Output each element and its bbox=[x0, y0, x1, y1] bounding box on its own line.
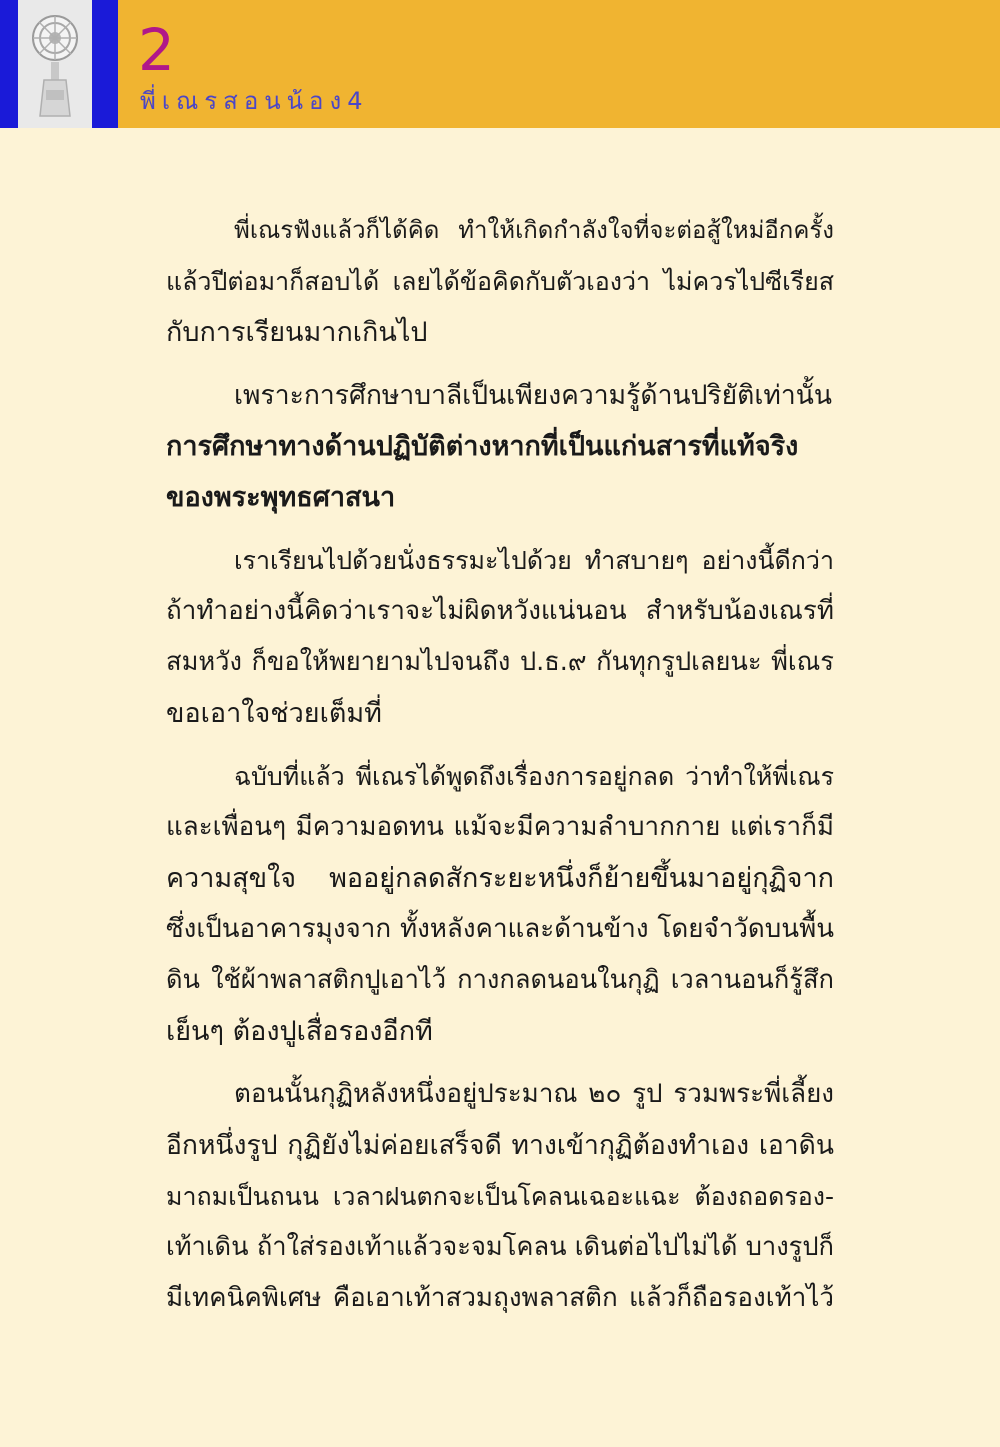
text-line: ฉบับที่แล้ว พี่เณรได้พูดถึงเรื่องการอยู่กลด ว่าทำให้พี่เณร bbox=[234, 762, 834, 791]
text-line: เราเรียนไปด้วยนั่งธรรมะไปด้วย ทำสบายๆ อย่างนี้ดีกว่า bbox=[234, 546, 834, 575]
paragraph bbox=[166, 205, 834, 358]
text-line: ถ้าทำอย่างนี้คิดว่าเราจะไม่ผิดหวังแน่นอน สำหรับน้องเณรที่ bbox=[166, 596, 834, 626]
text-line: อีกหนึ่งรูป กุฏิยังไม่ค่อยเสร็จดี ทางเข้ากุฏิต้องทำเอง เอาดิน bbox=[166, 1130, 834, 1161]
paragraph bbox=[166, 370, 834, 523]
paragraph bbox=[166, 535, 834, 739]
bold-text-line: การศึกษาทางด้านปฏิบัติต่างหากที่เป็นแก่นสารที่แท้จริง bbox=[166, 431, 799, 462]
text-line: เท้าเดิน ถ้าใส่รองเท้าแล้วจะจมโคลน เดินต่อไปไม่ได้ บางรูปก็ bbox=[166, 1232, 834, 1262]
text-line: สมหวัง ก็ขอให้พยายามไปจนถึง ป.ธ.๙ กันทุกรูปเลยนะ พี่เณร bbox=[166, 647, 834, 677]
logo-panel bbox=[18, 0, 92, 128]
text-line: กับการเรียนมากเกินไป bbox=[166, 317, 428, 348]
bold-text-line: ของพระพุทธศาสนา bbox=[166, 482, 396, 513]
article-body bbox=[166, 205, 834, 1336]
text-line: เพราะการศึกษาบาลีเป็นเพียงความรู้ด้านปริยัติเท่านั้น bbox=[234, 380, 832, 411]
paragraph bbox=[166, 1069, 834, 1324]
header-stripe-left bbox=[0, 0, 18, 128]
dharma-wheel-emblem-icon bbox=[26, 6, 84, 122]
text-line: เย็นๆ ต้องปูเสื่อรองอีกที bbox=[166, 1016, 433, 1047]
paragraph bbox=[166, 751, 834, 1057]
text-line: ความสุขใจ พออยู่กลดสักระยะหนึ่งก็ย้ายขึ้นมาอยู่กุฏิจาก bbox=[166, 863, 834, 894]
text-line: ตอนนั้นกุฏิหลังหนึ่งอยู่ประมาณ ๒๐ รูป รวมพระพี่เลี้ยง bbox=[234, 1079, 834, 1109]
text-line: ดิน ใช้ผ้าพลาสติกปูเอาไว้ กางกลดนอนในกุฏิ เวลานอนก็รู้สึก bbox=[166, 965, 834, 995]
header-stripe-right bbox=[92, 0, 118, 128]
series-title: พี่เณรสอนน้อง4 bbox=[140, 87, 369, 115]
text-line: มาถมเป็นถนน เวลาฝนตกจะเป็นโคลนเฉอะแฉะ ต้องถอดรอง- bbox=[166, 1182, 834, 1211]
text-line: และเพื่อนๆ มีความอดทน แม้จะมีความลำบากกาย แต่เราก็มี bbox=[166, 812, 834, 842]
page-header bbox=[0, 0, 1000, 128]
text-line: ซึ่งเป็นอาคารมุงจาก ทั้งหลังคาและด้านข้าง โดยจำวัดบนพื้น bbox=[166, 914, 834, 944]
page-number: 2 bbox=[138, 16, 175, 84]
text-line: มีเทคนิคพิเศษ คือเอาเท้าสวมถุงพลาสติก แล้วก็ถือรองเท้าไว้ bbox=[166, 1283, 834, 1313]
text-line: แล้วปีต่อมาก็สอบได้ เลยได้ข้อคิดกับตัวเองว่า ไม่ควรไปซีเรียส bbox=[166, 267, 834, 296]
text-line: ขอเอาใจช่วยเต็มที่ bbox=[166, 698, 382, 729]
text-line: พี่เณรฟังแล้วก็ได้คิด ทำให้เกิดกำลังใจที่จะต่อสู้ใหม่อีกครั้ง bbox=[234, 216, 834, 244]
